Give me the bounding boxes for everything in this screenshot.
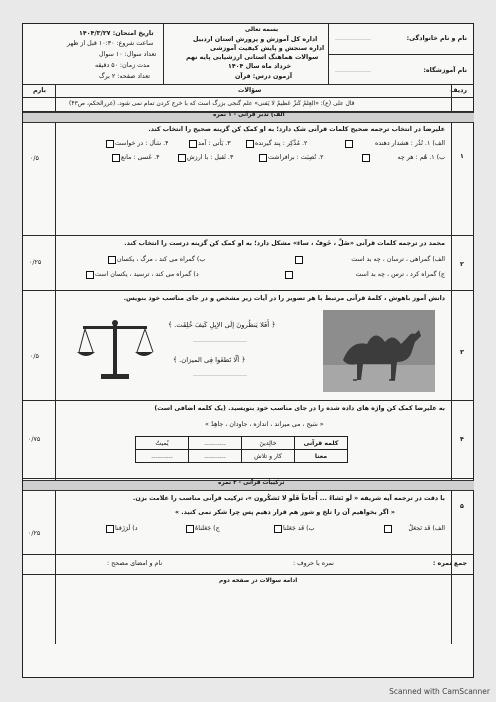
score-column-header: بارم	[33, 87, 46, 94]
q4-number: ۴	[460, 436, 464, 443]
q2-option-d: د) گمراه می کند ، ترسید ، یکسان است	[95, 271, 199, 278]
org-line-1: اداره کل آموزش و پرورش استان اردبیل	[193, 36, 318, 43]
q5-option-a-checkbox[interactable]	[384, 525, 392, 533]
q4-cell[interactable]: ...........	[189, 437, 242, 450]
q5-option-d-checkbox[interactable]	[106, 525, 114, 533]
q5-translation: « اگر بخواهیم آن را تلخ و شور هم قرار دهیم پس چرا شکر نمی کنید. »	[175, 509, 395, 516]
start-time: ساعت شروع: ۱۰:۳۰ قبل از ظهر	[67, 40, 154, 47]
row-column-header: ردیف	[450, 87, 467, 94]
q1-b-2: ۲. نُصِبَت : برافراشت	[268, 154, 324, 161]
exam-sheet: بسمه تعالی اداره کل آموزش و پرورش استان اردبیل اداره سنجش و پایش کیفیت آموزشی سوالات هماهنگ استانی ارزشیابی پایه نهم خرداد ماه سال ۱۴۰۴ آزمون درس: قرآن نام و نام خانوادگی: .................. نام آموزشگاه: .................. تاریخ امتحان: ۱۴۰۴/۳/۲۷ ساعت شروع: ۱۰:۳۰ قبل از ظهر تعداد سوال: ۱۰ سوال مدت زمان: ۵۰ دقیقه تعداد صفحه: ۲ برگ ردیف سؤالات بارم قال علی (ع): «العِلمُ کَنزٌ عَظیمٌ لا یَفنی» علم گنجی بزرگ است که با خرج کردن تمام نمی شود. (غررالحکم، ص۴۳) الف) تدبر قرآنی - ۱ نمره ۱ ۰/۵ علیرضا در انتخاب ترجمه صحیح کلمات قرآنی شک دارد؛ به او کمک کن گزینه صحیح را انتخاب کند. الف) ۱. نُذُر : هشدار دهنده ۲. مُدَّکِر : پند گیرنده ۳. یَأتی : آمد ۴. سَأل : در خواست ب) ۱. هُم : هر چه ۲. نُصِبَت : برافراشت ۳. ثَقیل : با ارزش ۴. عَسی : مانع ۲ ۰/۲۵ محمد در ترجمه کلمات قرآنی «ضَلَّ ، خَوفٌ ، ساءَ» مشکل دارد؛ به او کمک کن گزینه درست را انتخاب کند. الف) گمراهی ، ترسان ، چه بد است ب) گمراه می کند ، مرگ ، یکسان ج) گمراه کرد ، ترس ، چه بد است د) گمراه می کند ، ترسید ، یکسان است ۳ ۰/۵ دانش آموز باهوش ، کلمهٔ قرآنی مرتبط با هر تصویر را در آیات زیر مشخص و در جای مناسب خود بنویس. ﴿ أَفَلا یَنظُرونَ إلَی الإبِلِ کَیفَ خُلِقَت. ﴾ ........................... ﴿ ألّا تَطغَوا فِی المیزان. ﴾ ........................... ۴ ۰/۷۵ به علیرضا کمک کن واژه های داده شده را در جای مناسب خود بنویسید. (یک کلمه اضافی است) « سَیح ، می میراند ، اندازه ، جاودان ، جاهِدُ » یُمیتُ ........... خالِدینَ کلمه قرآنی ........... ........... کار و تلاش معنا ترکیبات قرآنی - ۳ نمره ۵ ۰/۲۵ با دقت در ترجمه آیه شریفه « لَو نَشاءُ ... أُجاجاً فَلَو لا تَشکُرون »، ترکیب قرآنی مناسب را علامت بزن. « اگر بخواهیم آن را تلخ و شور هم قرار دهیم پس چرا شکر نمی کنید. » الف) قَد نَجعَلُ ب) قَد جَعَلنا ج) جَعَلناهُ د) لَرَزَقنا جمع نمره : نمره با حروف : نام و امضای مصحح : ادامه سوالات در صفحه دوم	[22, 23, 474, 678]
q4-header-cell: کلمه قرآنی	[295, 437, 348, 450]
q1-b-3-checkbox[interactable]	[178, 154, 186, 162]
q2-option-b: ب) گمراه می کند ، مرگ ، یکسان	[117, 256, 206, 263]
q5-option-c: ج) جَعَلناهُ	[195, 525, 220, 532]
q5-option-b: ب) قَد جَعَلنا	[283, 525, 315, 532]
scanner-watermark: Scanned with CamScanner	[389, 687, 490, 696]
q1-a-1-checkbox[interactable]	[345, 140, 353, 148]
q5-option-a: الف) قَد نَجعَلُ	[408, 525, 445, 532]
q5-option-b-checkbox[interactable]	[274, 525, 282, 533]
q1-a-1: الف) ۱. نُذُر : هشدار دهنده	[375, 140, 445, 147]
score-in-letters-label: نمره با حروف :	[293, 560, 334, 567]
q5-number: ۵	[460, 503, 464, 510]
q1-b-2-checkbox[interactable]	[259, 154, 267, 162]
exam-title: سوالات هماهنگ استانی ارزشیابی پایه نهم	[186, 54, 319, 61]
q1-a-2-checkbox[interactable]	[246, 140, 254, 148]
q1-a-3-checkbox[interactable]	[189, 140, 197, 148]
q2-option-d-checkbox[interactable]	[86, 271, 94, 279]
exam-date: تاریخ امتحان: ۱۴۰۴/۳/۲۷	[79, 30, 154, 37]
q4-score: ۰/۷۵	[28, 436, 41, 443]
q3-blank-2[interactable]: ...........................	[193, 371, 248, 378]
q5-score: ۰/۲۵	[28, 530, 41, 537]
q2-option-c-checkbox[interactable]	[285, 271, 293, 279]
q2-number: ۲	[460, 261, 464, 268]
questions-column-header: سؤالات	[238, 87, 262, 94]
section-1-title: الف) تدبر قرآنی - ۱ نمره	[213, 112, 285, 118]
q2-instruction: محمد در ترجمه کلمات قرآنی «ضَلَّ ، خَوفٌ ، ساءَ» مشکل دارد؛ به او کمک کن گزینه درست را انتخاب کند.	[124, 240, 445, 247]
q1-b-1-checkbox[interactable]	[362, 154, 370, 162]
page-count: تعداد صفحه: ۲ برگ	[99, 73, 151, 80]
scale-image	[75, 314, 155, 384]
total-score-label: جمع نمره :	[432, 560, 467, 567]
camel-image	[323, 310, 435, 392]
org-line-2: اداره سنجش و پایش کیفیت آموزشی	[210, 45, 325, 52]
q1-a-2: ۲. مُدَّکِر : پند گیرنده	[255, 140, 308, 147]
exam-subject: آزمون درس: قرآن	[235, 73, 293, 80]
q1-b-4: ۴. عَسی : مانع	[121, 154, 160, 161]
q3-instruction: دانش آموز باهوش ، کلمهٔ قرآنی مرتبط با هر تصویر را در آیات زیر مشخص و در جای مناسب خود بنویس.	[123, 295, 445, 302]
q1-a-3: ۳. یَأتی : آمد	[198, 140, 231, 147]
q3-verse-1: ﴿ أَفَلا یَنظُرونَ إلَی الإبِلِ کَیفَ خُلِقَت. ﴾	[168, 321, 276, 329]
q3-blank-1[interactable]: ...........................	[193, 337, 248, 344]
section-3-title: ترکیبات قرآنی - ۳ نمره	[218, 480, 285, 486]
q1-score: ۰/۵	[30, 155, 39, 162]
q2-option-b-checkbox[interactable]	[108, 256, 116, 264]
question-count: تعداد سوال: ۱۰ سوال	[99, 51, 157, 58]
q5-option-c-checkbox[interactable]	[186, 525, 194, 533]
q4-header-cell: معنا	[295, 450, 348, 463]
q3-number: ۳	[460, 349, 464, 356]
q4-cell: خالِدینَ	[242, 437, 295, 450]
continue-note: ادامه سوالات در صفحه دوم	[219, 578, 298, 584]
q2-option-a: الف) گمراهی ، ترسان ، چه بد است	[351, 256, 445, 263]
bismillah: بسمه تعالی	[245, 27, 279, 33]
q2-option-c: ج) گمراه کرد ، ترس ، چه بد است	[355, 271, 445, 278]
student-name-label: نام و نام خانوادگی:	[406, 35, 467, 42]
q2-option-a-checkbox[interactable]	[295, 256, 303, 264]
q1-number: ۱	[460, 153, 464, 160]
q3-verse-2: ﴿ ألّا تَطغَوا فِی المیزان. ﴾	[173, 356, 246, 364]
teacher-signature-label: نام و امضای مصحح :	[107, 560, 163, 567]
exam-duration: مدت زمان: ۵۰ دقیقه	[95, 62, 150, 69]
q4-instruction: به علیرضا کمک کن واژه های داده شده را در جای مناسب خود بنویسید. (یک کلمه اضافی است)	[154, 405, 445, 412]
q4-word-table	[135, 436, 348, 463]
q1-b-1: ب) ۱. هُم : هر چه	[397, 154, 445, 161]
q4-cell: یُمیتُ	[136, 437, 189, 450]
q1-b-4-checkbox[interactable]	[112, 154, 120, 162]
q1-a-4: ۴. سَأل : در خواست	[115, 140, 169, 147]
hadith-line: قال علی (ع): «العِلمُ کَنزٌ عَظیمٌ لا یَفنی» علم گنجی بزرگ است که با خرج کردن تمام نمی شود. (غررالحکم، ص۴۳)	[69, 100, 355, 107]
q1-instruction: علیرضا در انتخاب ترجمه صحیح کلمات قرآنی شک دارد؛ به او کمک کن گزینه صحیح را انتخاب کند.	[148, 126, 445, 133]
q4-cell: کار و تلاش	[242, 450, 295, 463]
q5-instruction: با دقت در ترجمه آیه شریفه « لَو نَشاءُ ... أُجاجاً فَلَو لا تَشکُرون »، ترکیب قرآنی مناسب را علامت بزن.	[132, 495, 445, 502]
q5-option-d: د) لَرَزَقنا	[115, 525, 138, 532]
q4-word-bank: « سَیح ، می میراند ، اندازه ، جاودان ، جاهِدُ »	[205, 421, 324, 428]
q4-cell[interactable]: ...........	[136, 450, 189, 463]
q2-score: ۰/۲۵	[29, 259, 42, 266]
q1-a-4-checkbox[interactable]	[106, 140, 114, 148]
q4-cell[interactable]: ...........	[189, 450, 242, 463]
exam-session: خرداد ماه سال ۱۴۰۴	[228, 63, 292, 70]
school-name-label: نام آموزشگاه:	[423, 67, 467, 74]
q3-score: ۰/۵	[30, 353, 39, 360]
q1-b-3: ۳. ثَقیل : با ارزش	[187, 154, 234, 161]
